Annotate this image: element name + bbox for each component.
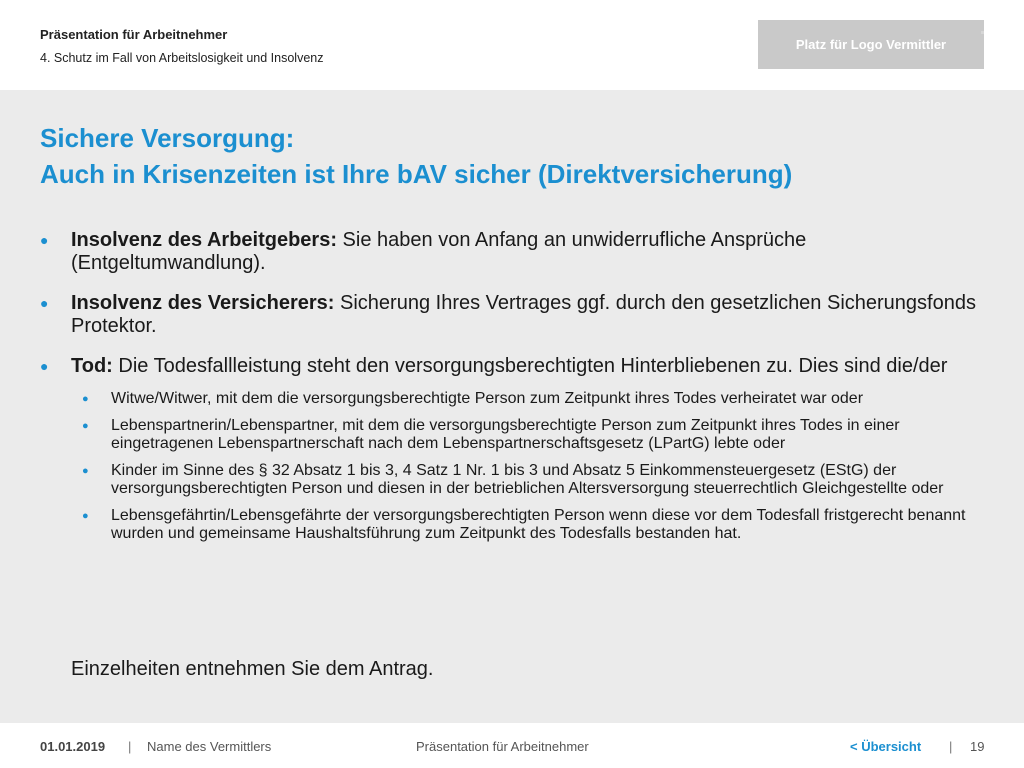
footer-separator: |: [128, 739, 132, 754]
header-bar: [0, 0, 1024, 90]
sub-bullet-item: [40, 507, 990, 543]
slide-title-line-1: Sichere Versorgung:: [40, 123, 295, 153]
sub-bullet-text: Lebensgefährtin/Lebensgefährte der versorgungsberechtigten Person wenn diese vor dem Todesfall fristgerecht benannt wurden und gemeinsame Haushaltsführung zum Zeitpunkt des Todesfalls bestanden hat.: [111, 507, 966, 542]
bullet-dot-icon: ●: [82, 393, 89, 405]
bullet-dot-icon: ●: [82, 510, 89, 522]
sub-bullet-text: Witwe/Witwer, mit dem die versorgungsberechtigte Person zum Zeitpunkt ihres Todes verheiratet war oder: [111, 390, 864, 407]
footer-separator: |: [949, 739, 953, 754]
bullet-item: [40, 229, 990, 275]
bullet-text: Sicherung Ihres Vertrages ggf. durch den gesetzlichen Sicherungsfonds Protektor.: [71, 292, 976, 337]
bullet-heading: Insolvenz des Arbeitgebers:: [71, 229, 337, 251]
slide-title-line-2: Auch in Krisenzeiten ist Ihre bAV sicher (Direktversicherung): [40, 159, 793, 189]
sub-bullet-item: [40, 462, 990, 498]
presentation-title: Präsentation für Arbeitnehmer: [40, 27, 228, 42]
section-subtitle: 4. Schutz im Fall von Arbeitslosigkeit und Insolvenz: [40, 51, 324, 65]
bullet-item: [40, 355, 990, 378]
closing-note: Einzelheiten entnehmen Sie dem Antrag.: [71, 658, 434, 680]
bullet-heading: Insolvenz des Versicherers:: [71, 292, 335, 314]
bullet-dot-icon: ●: [40, 232, 49, 248]
footer-agent-name: Name des Vermittlers: [147, 739, 272, 754]
logo-placeholder: Platz für Logo Vermittler: [758, 20, 984, 69]
bullet-heading: Tod:: [71, 355, 113, 377]
sub-bullet-item: [40, 417, 990, 453]
bullet-dot-icon: ●: [40, 358, 49, 374]
footer-date: 01.01.2019: [40, 739, 106, 754]
bullet-text: Die Todesfallleistung steht den versorgungsberechtigten Hinterbliebenen zu. Dies sind die/der: [112, 355, 948, 377]
logo-dot: [981, 31, 984, 34]
sub-bullet-text: Kinder im Sinne des § 32 Absatz 1 bis 3, 4 Satz 1 Nr. 1 bis 3 und Absatz 5 Einkommensteuergesetz (EStG) der versorgungsberechtigten Person und diesen in der betrieblichen Altersversorgung steuerrechtlich Gleichgestellte oder: [111, 462, 944, 497]
bullet-list: [40, 229, 990, 552]
footer-presentation-name: Präsentation für Arbeitnehmer: [416, 739, 589, 754]
sub-bullet-text: Lebenspartnerin/Lebenspartner, mit dem die versorgungsberechtigte Person zum Zeitpunkt ihres Todes in einer eingetragenen Lebenspartnerschaft nach dem Lebenspartnerschaftsgesetz (LPartG) lebte oder: [111, 417, 900, 452]
overview-link[interactable]: < Übersicht: [850, 739, 922, 754]
slide-title: [40, 120, 1000, 192]
bullet-dot-icon: ●: [40, 295, 49, 311]
footer-bar: [0, 723, 1024, 768]
bullet-dot-icon: ●: [82, 420, 89, 432]
sub-bullet-item: [40, 390, 990, 408]
bullet-text: Sie haben von Anfang an unwiderrufliche Ansprüche (Entgeltumwandlung).: [71, 229, 807, 274]
sub-bullet-list: [40, 390, 990, 543]
bullet-dot-icon: ●: [82, 465, 89, 477]
page-number: 19: [970, 739, 985, 754]
bullet-item: [40, 292, 990, 338]
